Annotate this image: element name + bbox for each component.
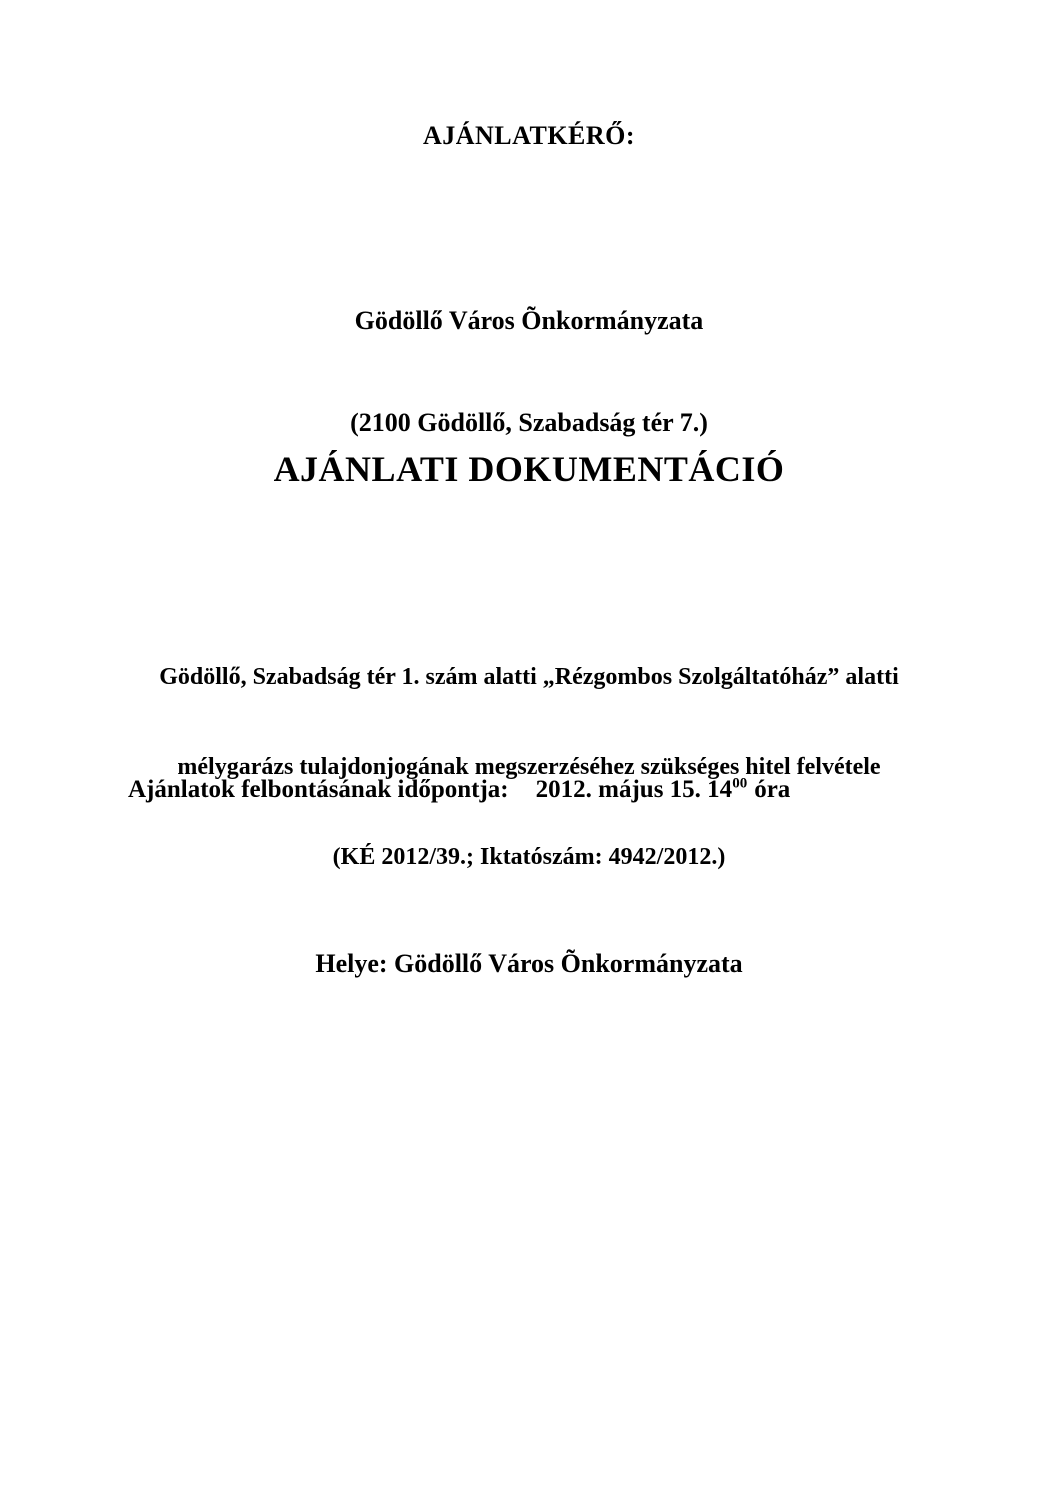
- issuer-name: Gödöllő Város Õnkormányzata: [354, 306, 704, 335]
- opening-location-line: Helye: Gödöllő Város Õnkormányzata: [315, 949, 743, 978]
- subject-block: [0, 602, 1058, 932]
- subject-line-3: (KÉ 2012/39.; Iktatószám: 4942/2012.): [332, 844, 726, 870]
- document-title: AJÁNLATI DOKUMENTÁCIÓ: [273, 449, 785, 489]
- opening-deadline-row: [128, 776, 790, 804]
- opening-date-main: 2012. május 15. 14: [535, 776, 733, 803]
- opening-deadline-value: [536, 776, 791, 804]
- subject-line-2: mélygarázs tulajdonjogának megszerzéséhez szükséges hitel felvétele: [177, 754, 881, 780]
- opening-time-suffix: óra: [754, 776, 791, 803]
- contracting-authority-heading: AJÁNLATKÉRŐ:: [422, 121, 636, 150]
- opening-deadline-label: Ajánlatok felbontásának időpontja:: [128, 776, 509, 803]
- opening-time-superscript: 00: [732, 775, 748, 792]
- issuer-address: (2100 Gödöllő, Szabadság tér 7.): [350, 408, 708, 437]
- subject-line-1: Gödöllő, Szabadság tér 1. szám alatti „Rézgombos Szolgáltatóház” alatti: [159, 664, 899, 690]
